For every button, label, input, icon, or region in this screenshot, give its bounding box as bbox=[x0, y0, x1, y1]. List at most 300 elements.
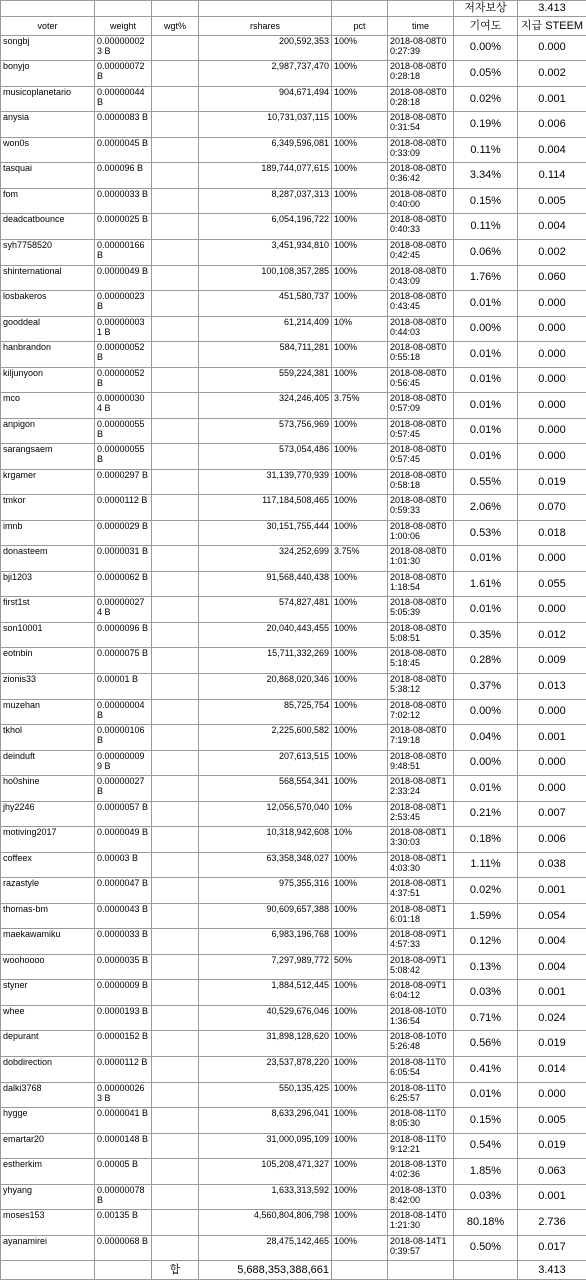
weight-cell: 0.00000055 B bbox=[95, 444, 152, 470]
weight-cell: 0.00135 B bbox=[95, 1210, 152, 1236]
table-row bbox=[1, 35, 586, 61]
time-cell: 2018-08-08T00:42:45 bbox=[388, 239, 454, 265]
wgt-cell bbox=[152, 648, 199, 674]
contribution-cell: 0.55% bbox=[454, 469, 518, 495]
pct-cell: 100% bbox=[332, 878, 388, 904]
wgt-cell bbox=[152, 444, 199, 470]
voter-cell: krgamer bbox=[1, 469, 95, 495]
table-row bbox=[1, 1031, 586, 1057]
time-cell: 2018-08-14T01:21:30 bbox=[388, 1210, 454, 1236]
contribution-cell: 2.06% bbox=[454, 495, 518, 521]
time-cell: 2018-08-08T00:43:45 bbox=[388, 291, 454, 317]
payout-cell: 0.002 bbox=[518, 239, 586, 265]
table-row bbox=[1, 1184, 586, 1210]
time-cell: 2018-08-08T05:05:39 bbox=[388, 597, 454, 623]
wgt-cell bbox=[152, 1210, 199, 1236]
rshares-cell: 207,613,515 bbox=[199, 750, 332, 776]
weight-cell: 0.0000049 B bbox=[95, 827, 152, 853]
contribution-cell: 0.03% bbox=[454, 1184, 518, 1210]
rshares-cell: 85,725,754 bbox=[199, 699, 332, 725]
table-row bbox=[1, 316, 586, 342]
header-rshares: rshares bbox=[199, 17, 332, 35]
pct-cell: 100% bbox=[332, 418, 388, 444]
wgt-cell bbox=[152, 852, 199, 878]
weight-cell: 0.00000009 9 B bbox=[95, 750, 152, 776]
table-row bbox=[1, 86, 586, 112]
payout-cell: 0.001 bbox=[518, 86, 586, 112]
weight-cell: 0.0000035 B bbox=[95, 954, 152, 980]
rshares-cell: 3,451,934,810 bbox=[199, 239, 332, 265]
contribution-cell: 1.59% bbox=[454, 903, 518, 929]
rshares-cell: 451,580,737 bbox=[199, 291, 332, 317]
contribution-cell: 0.00% bbox=[454, 316, 518, 342]
payout-cell: 0.006 bbox=[518, 827, 586, 853]
payout-cell: 0.070 bbox=[518, 495, 586, 521]
table-row bbox=[1, 801, 586, 827]
contribution-cell: 0.02% bbox=[454, 878, 518, 904]
table-row bbox=[1, 520, 586, 546]
contribution-cell: 0.01% bbox=[454, 1082, 518, 1108]
payout-cell: 0.007 bbox=[518, 801, 586, 827]
payout-cell: 0.000 bbox=[518, 597, 586, 623]
weight-cell: 0.0000057 B bbox=[95, 801, 152, 827]
wgt-cell bbox=[152, 571, 199, 597]
time-cell: 2018-08-08T00:57:45 bbox=[388, 444, 454, 470]
voter-cell: fom bbox=[1, 188, 95, 214]
table-row bbox=[1, 444, 586, 470]
table-row bbox=[1, 852, 586, 878]
payout-cell: 0.000 bbox=[518, 35, 586, 61]
table-row bbox=[1, 265, 586, 291]
table-row bbox=[1, 699, 586, 725]
payout-cell: 0.055 bbox=[518, 571, 586, 597]
time-cell: 2018-08-14T10:39:57 bbox=[388, 1235, 454, 1261]
time-cell: 2018-08-08T12:53:45 bbox=[388, 801, 454, 827]
wgt-cell bbox=[152, 86, 199, 112]
header-weight: weight bbox=[95, 17, 152, 35]
payout-cell: 0.001 bbox=[518, 980, 586, 1006]
voter-cell: ayanamirei bbox=[1, 1235, 95, 1261]
voter-cell: motiving2017 bbox=[1, 827, 95, 853]
time-cell: 2018-08-08T00:56:45 bbox=[388, 367, 454, 393]
wgt-cell bbox=[152, 878, 199, 904]
contribution-cell: 1.61% bbox=[454, 571, 518, 597]
contribution-cell: 0.01% bbox=[454, 367, 518, 393]
pct-cell: 100% bbox=[332, 674, 388, 700]
table-row bbox=[1, 571, 586, 597]
pct-cell: 10% bbox=[332, 316, 388, 342]
table-row bbox=[1, 137, 586, 163]
payout-cell: 0.009 bbox=[518, 648, 586, 674]
table-row bbox=[1, 495, 586, 521]
voter-cell: eotnbin bbox=[1, 648, 95, 674]
table-row bbox=[1, 622, 586, 648]
pct-cell: 100% bbox=[332, 265, 388, 291]
table-row bbox=[1, 903, 586, 929]
wgt-cell bbox=[152, 35, 199, 61]
table-row bbox=[1, 214, 586, 240]
pct-cell: 100% bbox=[332, 239, 388, 265]
time-cell: 2018-08-08T05:08:51 bbox=[388, 622, 454, 648]
weight-cell: 0.0000068 B bbox=[95, 1235, 152, 1261]
wgt-cell bbox=[152, 469, 199, 495]
rshares-cell: 7,297,989,772 bbox=[199, 954, 332, 980]
voter-cell: imnb bbox=[1, 520, 95, 546]
weight-cell: 0.00000044 B bbox=[95, 86, 152, 112]
wgt-cell bbox=[152, 291, 199, 317]
payout-cell: 2.736 bbox=[518, 1210, 586, 1236]
total-empty-cell bbox=[388, 1261, 454, 1280]
contribution-cell: 1.11% bbox=[454, 852, 518, 878]
rshares-cell: 61,214,409 bbox=[199, 316, 332, 342]
pct-cell: 100% bbox=[332, 520, 388, 546]
voter-cell: whee bbox=[1, 1005, 95, 1031]
voter-cell: moses153 bbox=[1, 1210, 95, 1236]
header-row bbox=[1, 17, 586, 35]
rshares-cell: 1,633,313,592 bbox=[199, 1184, 332, 1210]
wgt-cell bbox=[152, 1108, 199, 1134]
contribution-cell: 0.11% bbox=[454, 137, 518, 163]
rshares-cell: 20,040,443,455 bbox=[199, 622, 332, 648]
contribution-cell: 0.01% bbox=[454, 342, 518, 368]
wgt-cell bbox=[152, 725, 199, 751]
header-wgt: wgt% bbox=[152, 17, 199, 35]
rshares-cell: 8,287,037,313 bbox=[199, 188, 332, 214]
weight-cell: 0.0000193 B bbox=[95, 1005, 152, 1031]
weight-cell: 0.0000297 B bbox=[95, 469, 152, 495]
contribution-cell: 0.01% bbox=[454, 393, 518, 419]
voter-cell: hanbrandon bbox=[1, 342, 95, 368]
voter-cell: dobdirection bbox=[1, 1056, 95, 1082]
header-time: time bbox=[388, 17, 454, 35]
voter-cell: donasteem bbox=[1, 546, 95, 572]
wgt-cell bbox=[152, 776, 199, 802]
time-cell: 2018-08-11T08:05:30 bbox=[388, 1108, 454, 1134]
weight-cell: 0.00001 B bbox=[95, 674, 152, 700]
pct-cell: 100% bbox=[332, 597, 388, 623]
time-cell: 2018-08-08T00:28:18 bbox=[388, 86, 454, 112]
time-cell: 2018-08-08T00:40:00 bbox=[388, 188, 454, 214]
voter-cell: first1st bbox=[1, 597, 95, 623]
pct-cell: 100% bbox=[332, 1133, 388, 1159]
payout-cell: 0.017 bbox=[518, 1235, 586, 1261]
wgt-cell bbox=[152, 801, 199, 827]
pct-cell: 100% bbox=[332, 1184, 388, 1210]
wgt-cell bbox=[152, 597, 199, 623]
header-voter: voter bbox=[1, 17, 95, 35]
total-empty-cell bbox=[332, 1261, 388, 1280]
weight-cell: 0.0000033 B bbox=[95, 929, 152, 955]
rshares-cell: 6,983,196,768 bbox=[199, 929, 332, 955]
wgt-cell bbox=[152, 1133, 199, 1159]
rshares-cell: 15,711,332,269 bbox=[199, 648, 332, 674]
voter-cell: depurant bbox=[1, 1031, 95, 1057]
voter-cell: hygge bbox=[1, 1108, 95, 1134]
voter-cell: muzehan bbox=[1, 699, 95, 725]
wgt-cell bbox=[152, 1159, 199, 1185]
contribution-cell: 0.00% bbox=[454, 750, 518, 776]
wgt-cell bbox=[152, 546, 199, 572]
table-row bbox=[1, 239, 586, 265]
weight-cell: 0.00000027 4 B bbox=[95, 597, 152, 623]
payout-cell: 0.000 bbox=[518, 699, 586, 725]
voter-cell: anysia bbox=[1, 112, 95, 138]
pct-cell: 100% bbox=[332, 61, 388, 87]
rshares-cell: 23,537,878,220 bbox=[199, 1056, 332, 1082]
table-row bbox=[1, 1108, 586, 1134]
table-row bbox=[1, 878, 586, 904]
contribution-cell: 0.05% bbox=[454, 61, 518, 87]
payout-cell: 0.000 bbox=[518, 393, 586, 419]
contribution-cell: 0.12% bbox=[454, 929, 518, 955]
pct-cell: 100% bbox=[332, 291, 388, 317]
payout-cell: 0.001 bbox=[518, 1184, 586, 1210]
wgt-cell bbox=[152, 214, 199, 240]
pct-cell: 50% bbox=[332, 954, 388, 980]
time-cell: 2018-08-08T12:33:24 bbox=[388, 776, 454, 802]
rshares-cell: 550,135,425 bbox=[199, 1082, 332, 1108]
contribution-cell: 0.02% bbox=[454, 86, 518, 112]
rshares-cell: 6,054,196,722 bbox=[199, 214, 332, 240]
table-row bbox=[1, 1210, 586, 1236]
pct-cell: 100% bbox=[332, 444, 388, 470]
header-contribution: 기여도 bbox=[454, 17, 518, 35]
weight-cell: 0.00000004 B bbox=[95, 699, 152, 725]
voter-cell: musicoplanetario bbox=[1, 86, 95, 112]
table-row bbox=[1, 776, 586, 802]
wgt-cell bbox=[152, 188, 199, 214]
time-cell: 2018-08-08T00:57:09 bbox=[388, 393, 454, 419]
pct-cell: 100% bbox=[332, 1210, 388, 1236]
rshares-cell: 574,827,481 bbox=[199, 597, 332, 623]
table-row bbox=[1, 61, 586, 87]
table-row bbox=[1, 163, 586, 189]
voter-cell: emartar20 bbox=[1, 1133, 95, 1159]
payout-cell: 0.063 bbox=[518, 1159, 586, 1185]
pct-cell: 100% bbox=[332, 852, 388, 878]
contribution-cell: 0.00% bbox=[454, 699, 518, 725]
contribution-cell: 0.01% bbox=[454, 418, 518, 444]
wgt-cell bbox=[152, 1082, 199, 1108]
total-steem: 3.413 bbox=[518, 1261, 586, 1280]
time-cell: 2018-08-08T09:48:51 bbox=[388, 750, 454, 776]
table-row bbox=[1, 1056, 586, 1082]
voter-cell: losbakeros bbox=[1, 291, 95, 317]
voter-cell: shinternational bbox=[1, 265, 95, 291]
time-cell: 2018-08-08T00:27:39 bbox=[388, 35, 454, 61]
contribution-cell: 0.71% bbox=[454, 1005, 518, 1031]
table-row bbox=[1, 674, 586, 700]
voter-cell: sarangsaem bbox=[1, 444, 95, 470]
rshares-cell: 30,151,755,444 bbox=[199, 520, 332, 546]
pct-cell: 100% bbox=[332, 750, 388, 776]
time-cell: 2018-08-08T13:30:03 bbox=[388, 827, 454, 853]
wgt-cell bbox=[152, 61, 199, 87]
contribution-cell: 0.11% bbox=[454, 214, 518, 240]
time-cell: 2018-08-08T05:38:12 bbox=[388, 674, 454, 700]
voter-cell: gooddeal bbox=[1, 316, 95, 342]
rshares-cell: 20,868,020,346 bbox=[199, 674, 332, 700]
rshares-cell: 2,225,600,582 bbox=[199, 725, 332, 751]
rshares-cell: 28,475,142,465 bbox=[199, 1235, 332, 1261]
wgt-cell bbox=[152, 520, 199, 546]
payout-cell: 0.019 bbox=[518, 1031, 586, 1057]
weight-cell: 0.00000106 B bbox=[95, 725, 152, 751]
wgt-cell bbox=[152, 495, 199, 521]
wgt-cell bbox=[152, 239, 199, 265]
weight-cell: 0.00000003 1 B bbox=[95, 316, 152, 342]
voter-cell: jhy2246 bbox=[1, 801, 95, 827]
contribution-cell: 1.85% bbox=[454, 1159, 518, 1185]
rshares-cell: 31,898,128,620 bbox=[199, 1031, 332, 1057]
pct-cell: 100% bbox=[332, 214, 388, 240]
time-cell: 2018-08-08T00:55:18 bbox=[388, 342, 454, 368]
wgt-cell bbox=[152, 1031, 199, 1057]
contribution-cell: 0.01% bbox=[454, 444, 518, 470]
payout-cell: 0.038 bbox=[518, 852, 586, 878]
time-cell: 2018-08-08T00:44:03 bbox=[388, 316, 454, 342]
table-row bbox=[1, 980, 586, 1006]
time-cell: 2018-08-11T06:25:57 bbox=[388, 1082, 454, 1108]
weight-cell: 0.0000033 B bbox=[95, 188, 152, 214]
pct-cell: 100% bbox=[332, 1056, 388, 1082]
total-empty-cell bbox=[1, 1261, 95, 1280]
contribution-cell: 0.03% bbox=[454, 980, 518, 1006]
weight-cell: 0.00000023 B bbox=[95, 291, 152, 317]
table-row bbox=[1, 418, 586, 444]
contribution-cell: 0.01% bbox=[454, 597, 518, 623]
time-cell: 2018-08-08T01:01:30 bbox=[388, 546, 454, 572]
wgt-cell bbox=[152, 980, 199, 1006]
weight-cell: 0.0000045 B bbox=[95, 137, 152, 163]
wgt-cell bbox=[152, 1184, 199, 1210]
weight-cell: 0.0000112 B bbox=[95, 1056, 152, 1082]
pct-cell: 100% bbox=[332, 188, 388, 214]
voter-cell: maekawamiku bbox=[1, 929, 95, 955]
time-cell: 2018-08-08T14:37:51 bbox=[388, 878, 454, 904]
weight-cell: 0.00005 B bbox=[95, 1159, 152, 1185]
weight-cell: 0.0000049 B bbox=[95, 265, 152, 291]
payout-cell: 0.000 bbox=[518, 1082, 586, 1108]
voter-cell: thomas-bm bbox=[1, 903, 95, 929]
rshares-cell: 2,987,737,470 bbox=[199, 61, 332, 87]
pct-cell: 100% bbox=[332, 1159, 388, 1185]
time-cell: 2018-08-13T08:42:00 bbox=[388, 1184, 454, 1210]
contribution-cell: 0.15% bbox=[454, 188, 518, 214]
wgt-cell bbox=[152, 674, 199, 700]
weight-cell: 0.00000055 B bbox=[95, 418, 152, 444]
contribution-cell: 0.53% bbox=[454, 520, 518, 546]
weight-cell: 0.0000041 B bbox=[95, 1108, 152, 1134]
table-row bbox=[1, 597, 586, 623]
rshares-cell: 324,252,699 bbox=[199, 546, 332, 572]
table-row bbox=[1, 546, 586, 572]
contribution-cell: 0.37% bbox=[454, 674, 518, 700]
weight-cell: 0.0000047 B bbox=[95, 878, 152, 904]
wgt-cell bbox=[152, 112, 199, 138]
total-empty-cell bbox=[454, 1261, 518, 1280]
time-cell: 2018-08-08T00:33:09 bbox=[388, 137, 454, 163]
pct-cell: 100% bbox=[332, 571, 388, 597]
weight-cell: 0.0000029 B bbox=[95, 520, 152, 546]
wgt-cell bbox=[152, 699, 199, 725]
pct-cell: 100% bbox=[332, 342, 388, 368]
table-row bbox=[1, 725, 586, 751]
voter-cell: syh7758520 bbox=[1, 239, 95, 265]
voter-cell: tkhol bbox=[1, 725, 95, 751]
voter-cell: kiljunyoon bbox=[1, 367, 95, 393]
pct-cell: 10% bbox=[332, 801, 388, 827]
rshares-cell: 568,554,341 bbox=[199, 776, 332, 802]
voter-cell: coffeex bbox=[1, 852, 95, 878]
table-row bbox=[1, 291, 586, 317]
pct-cell: 100% bbox=[332, 903, 388, 929]
contribution-cell: 0.18% bbox=[454, 827, 518, 853]
pct-cell: 100% bbox=[332, 137, 388, 163]
weight-cell: 0.00000030 4 B bbox=[95, 393, 152, 419]
table-row bbox=[1, 188, 586, 214]
time-cell: 2018-08-09T15:08:42 bbox=[388, 954, 454, 980]
time-cell: 2018-08-08T07:19:18 bbox=[388, 725, 454, 751]
pct-cell: 100% bbox=[332, 648, 388, 674]
time-cell: 2018-08-13T04:02:36 bbox=[388, 1159, 454, 1185]
table-row bbox=[1, 827, 586, 853]
rshares-cell: 117,184,508,465 bbox=[199, 495, 332, 521]
payout-cell: 0.000 bbox=[518, 776, 586, 802]
voter-cell: tasquai bbox=[1, 163, 95, 189]
payout-cell: 0.001 bbox=[518, 725, 586, 751]
contribution-cell: 0.35% bbox=[454, 622, 518, 648]
payout-cell: 0.000 bbox=[518, 316, 586, 342]
rshares-cell: 40,529,676,046 bbox=[199, 1005, 332, 1031]
time-cell: 2018-08-08T00:40:33 bbox=[388, 214, 454, 240]
weight-cell: 0.0000096 B bbox=[95, 622, 152, 648]
table-row bbox=[1, 1133, 586, 1159]
payout-cell: 0.000 bbox=[518, 750, 586, 776]
pct-cell: 100% bbox=[332, 495, 388, 521]
table-row bbox=[1, 393, 586, 419]
table-row bbox=[1, 342, 586, 368]
rshares-cell: 31,000,095,109 bbox=[199, 1133, 332, 1159]
wgt-cell bbox=[152, 367, 199, 393]
payout-cell: 0.019 bbox=[518, 1133, 586, 1159]
rshares-cell: 10,318,942,608 bbox=[199, 827, 332, 853]
payout-cell: 0.006 bbox=[518, 112, 586, 138]
payout-cell: 0.060 bbox=[518, 265, 586, 291]
voter-cell: bji1203 bbox=[1, 571, 95, 597]
time-cell: 2018-08-08T05:18:45 bbox=[388, 648, 454, 674]
payout-cell: 0.004 bbox=[518, 929, 586, 955]
contribution-cell: 0.04% bbox=[454, 725, 518, 751]
time-cell: 2018-08-11T09:12:21 bbox=[388, 1133, 454, 1159]
pct-cell: 3.75% bbox=[332, 393, 388, 419]
weight-cell: 0.0000075 B bbox=[95, 648, 152, 674]
payout-cell: 0.000 bbox=[518, 342, 586, 368]
wgt-cell bbox=[152, 622, 199, 648]
pct-cell: 100% bbox=[332, 86, 388, 112]
time-cell: 2018-08-08T14:03:30 bbox=[388, 852, 454, 878]
contribution-cell: 0.50% bbox=[454, 1235, 518, 1261]
total-rshares: 5,688,353,388,661 bbox=[199, 1261, 332, 1280]
contribution-cell: 0.06% bbox=[454, 239, 518, 265]
voter-cell: styner bbox=[1, 980, 95, 1006]
contribution-cell: 0.54% bbox=[454, 1133, 518, 1159]
contribution-cell: 0.15% bbox=[454, 1108, 518, 1134]
rshares-cell: 573,756,969 bbox=[199, 418, 332, 444]
rshares-cell: 975,355,316 bbox=[199, 878, 332, 904]
table-row bbox=[1, 750, 586, 776]
payout-cell: 0.000 bbox=[518, 418, 586, 444]
